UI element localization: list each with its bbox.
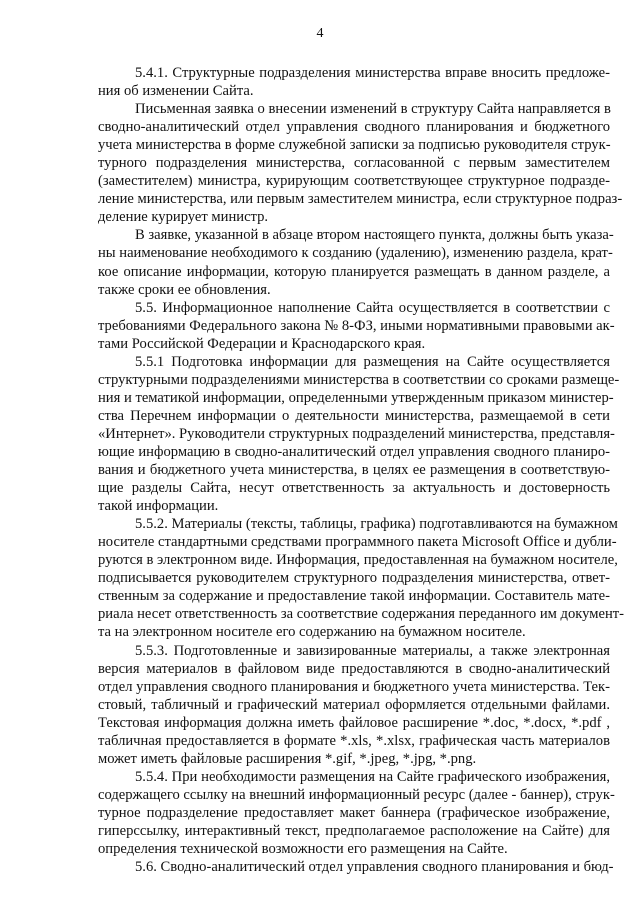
text-line: та на электронном носителе его содержанию на бумажном носителе. [98,624,526,641]
document-body [98,64,625,876]
text-line: учета министерства в форме служебной записки за подписью руководителя струк- [98,137,611,154]
text-line: ны наименование необходимого к созданию (удалению), изменению раздела, крат- [98,245,613,262]
text-line: вания и бюджетного учета министерства, в целях ее размещения в соответствую- [98,462,610,479]
paragraph-5-5 [98,299,615,353]
paragraph-5-5-3 [98,642,610,768]
text-line: ния об изменении Сайта. [98,83,254,100]
text-line: отдел управления сводного планирования и бюджетного учета министерства. Тек- [98,678,610,695]
paragraph-5-5-4 [98,768,615,858]
paragraph-request-content [98,226,614,298]
paragraph-written-request [98,100,623,226]
text-line: В заявке, указанной в абзаце втором настоящего пункта, должны быть указа- [135,227,614,244]
text-line: содержащего ссылку на внешний информационный ресурс (далее - баннер), струк- [98,786,615,803]
text-line: тами Российской Федерации и Краснодарского края. [98,335,426,352]
paragraph-5-5-2 [98,515,625,641]
paragraph-5-6 [98,858,614,876]
text-line: определения технической возможности его размещения на Сайте. [98,841,508,858]
text-line: ния и тематикой информации, определенными утвержденным приказом министер- [98,389,614,406]
text-line: Письменная заявка о внесении изменений в структуру Сайта направляется в [135,101,611,118]
text-line: ющие информацию в сводно-аналитический отдел управления сводного планиро- [98,443,610,460]
text-line: версия материалов в файловом виде предоставляются в сводно-аналитический [98,660,610,677]
text-line: такой информации. [98,498,219,515]
text-line: также сроки ее обновления. [98,281,271,298]
paragraph-5-4-1 [98,64,610,100]
text-line: структурными подразделениями министерства в соответствии со сроками размеще- [98,371,620,388]
text-line: 5.5.1 Подготовка информации для размещения на Сайте осуществляется [135,353,610,370]
text-line: сводно-аналитический отдел управления сводного планирования и бюджетного [98,119,610,136]
text-line: щие разделы Сайта, несут ответственность за актуальность и достоверность [98,480,610,497]
text-line: деление курирует министр. [98,209,269,226]
text-line: 5.5.4. При необходимости размещения на Сайте графического изображения, [135,768,610,785]
text-line: ства Перечнем информации о деятельности министерства, размещаемой в сети [98,407,610,424]
page-number: 4 [316,26,324,41]
text-line: «Интернет». Руководители структурных подразделений министерства, представля- [98,425,615,442]
text-line: 5.5.2. Материалы (тексты, таблицы, графика) подготавливаются на бумажном [135,516,618,533]
paragraph-5-5-1 [98,353,620,515]
text-line: (заместителем) министра, курирующим соответствующее структурное подразде- [98,173,610,190]
text-line: руются в электронном виде. Информация, предоставленная на бумажном носителе, [98,552,618,569]
text-line: 5.4.1. Структурные подразделения министерства вправе вносить предложе- [135,65,610,81]
text-line: кое описание информации, которую планируется размещать в данном разделе, а [98,263,610,280]
text-line: ственным за содержание и предоставление такой информации. Составитель мате- [98,588,610,605]
text-line: турного подразделения министерства, согласованной с первым заместителем [98,155,610,172]
text-line: носителе стандартными средствами программного пакета Microsoft Office и дубли- [98,534,617,551]
text-line: стовый, табличный и графический материал оформляется отдельными файлами. [98,696,610,713]
text-line: 5.5.3. Подготовленные и завизированные материалы, а также электронная [135,642,610,659]
text-line: ление министерства, или первым заместителем министра, если структурное подраз- [98,191,623,208]
text-line: турное подразделение предоставляет макет баннера (графическое изображение, [98,804,610,821]
text-line: требованиями Федерального закона № 8-ФЗ, иными нормативными правовыми ак- [98,317,615,334]
text-line: подписывается руководителем структурного подразделения министерства, ответ- [98,570,610,587]
text-line: гиперссылку, интерактивный текст, предполагаемое расположение на Сайте) для [98,822,610,839]
text-line: может иметь файловые расширения *.gif, *.jpeg, *.jpg, *.png. [98,750,477,767]
text-line: риала несет ответственность за соответствие содержания переданного им документ- [98,606,625,623]
text-line: 5.5. Информационное наполнение Сайта осуществляется в соответствии с [135,299,610,316]
text-line: 5.6. Сводно-аналитический отдел управления сводного планирования и бюд- [135,859,614,876]
text-line: Текстовая информация должна иметь файловое расширение *.doc, *.docx, *.pdf , [98,714,610,731]
text-line: табличная предоставляется в формате *.xls, *.xlsx, графическая часть материалов [98,732,610,749]
